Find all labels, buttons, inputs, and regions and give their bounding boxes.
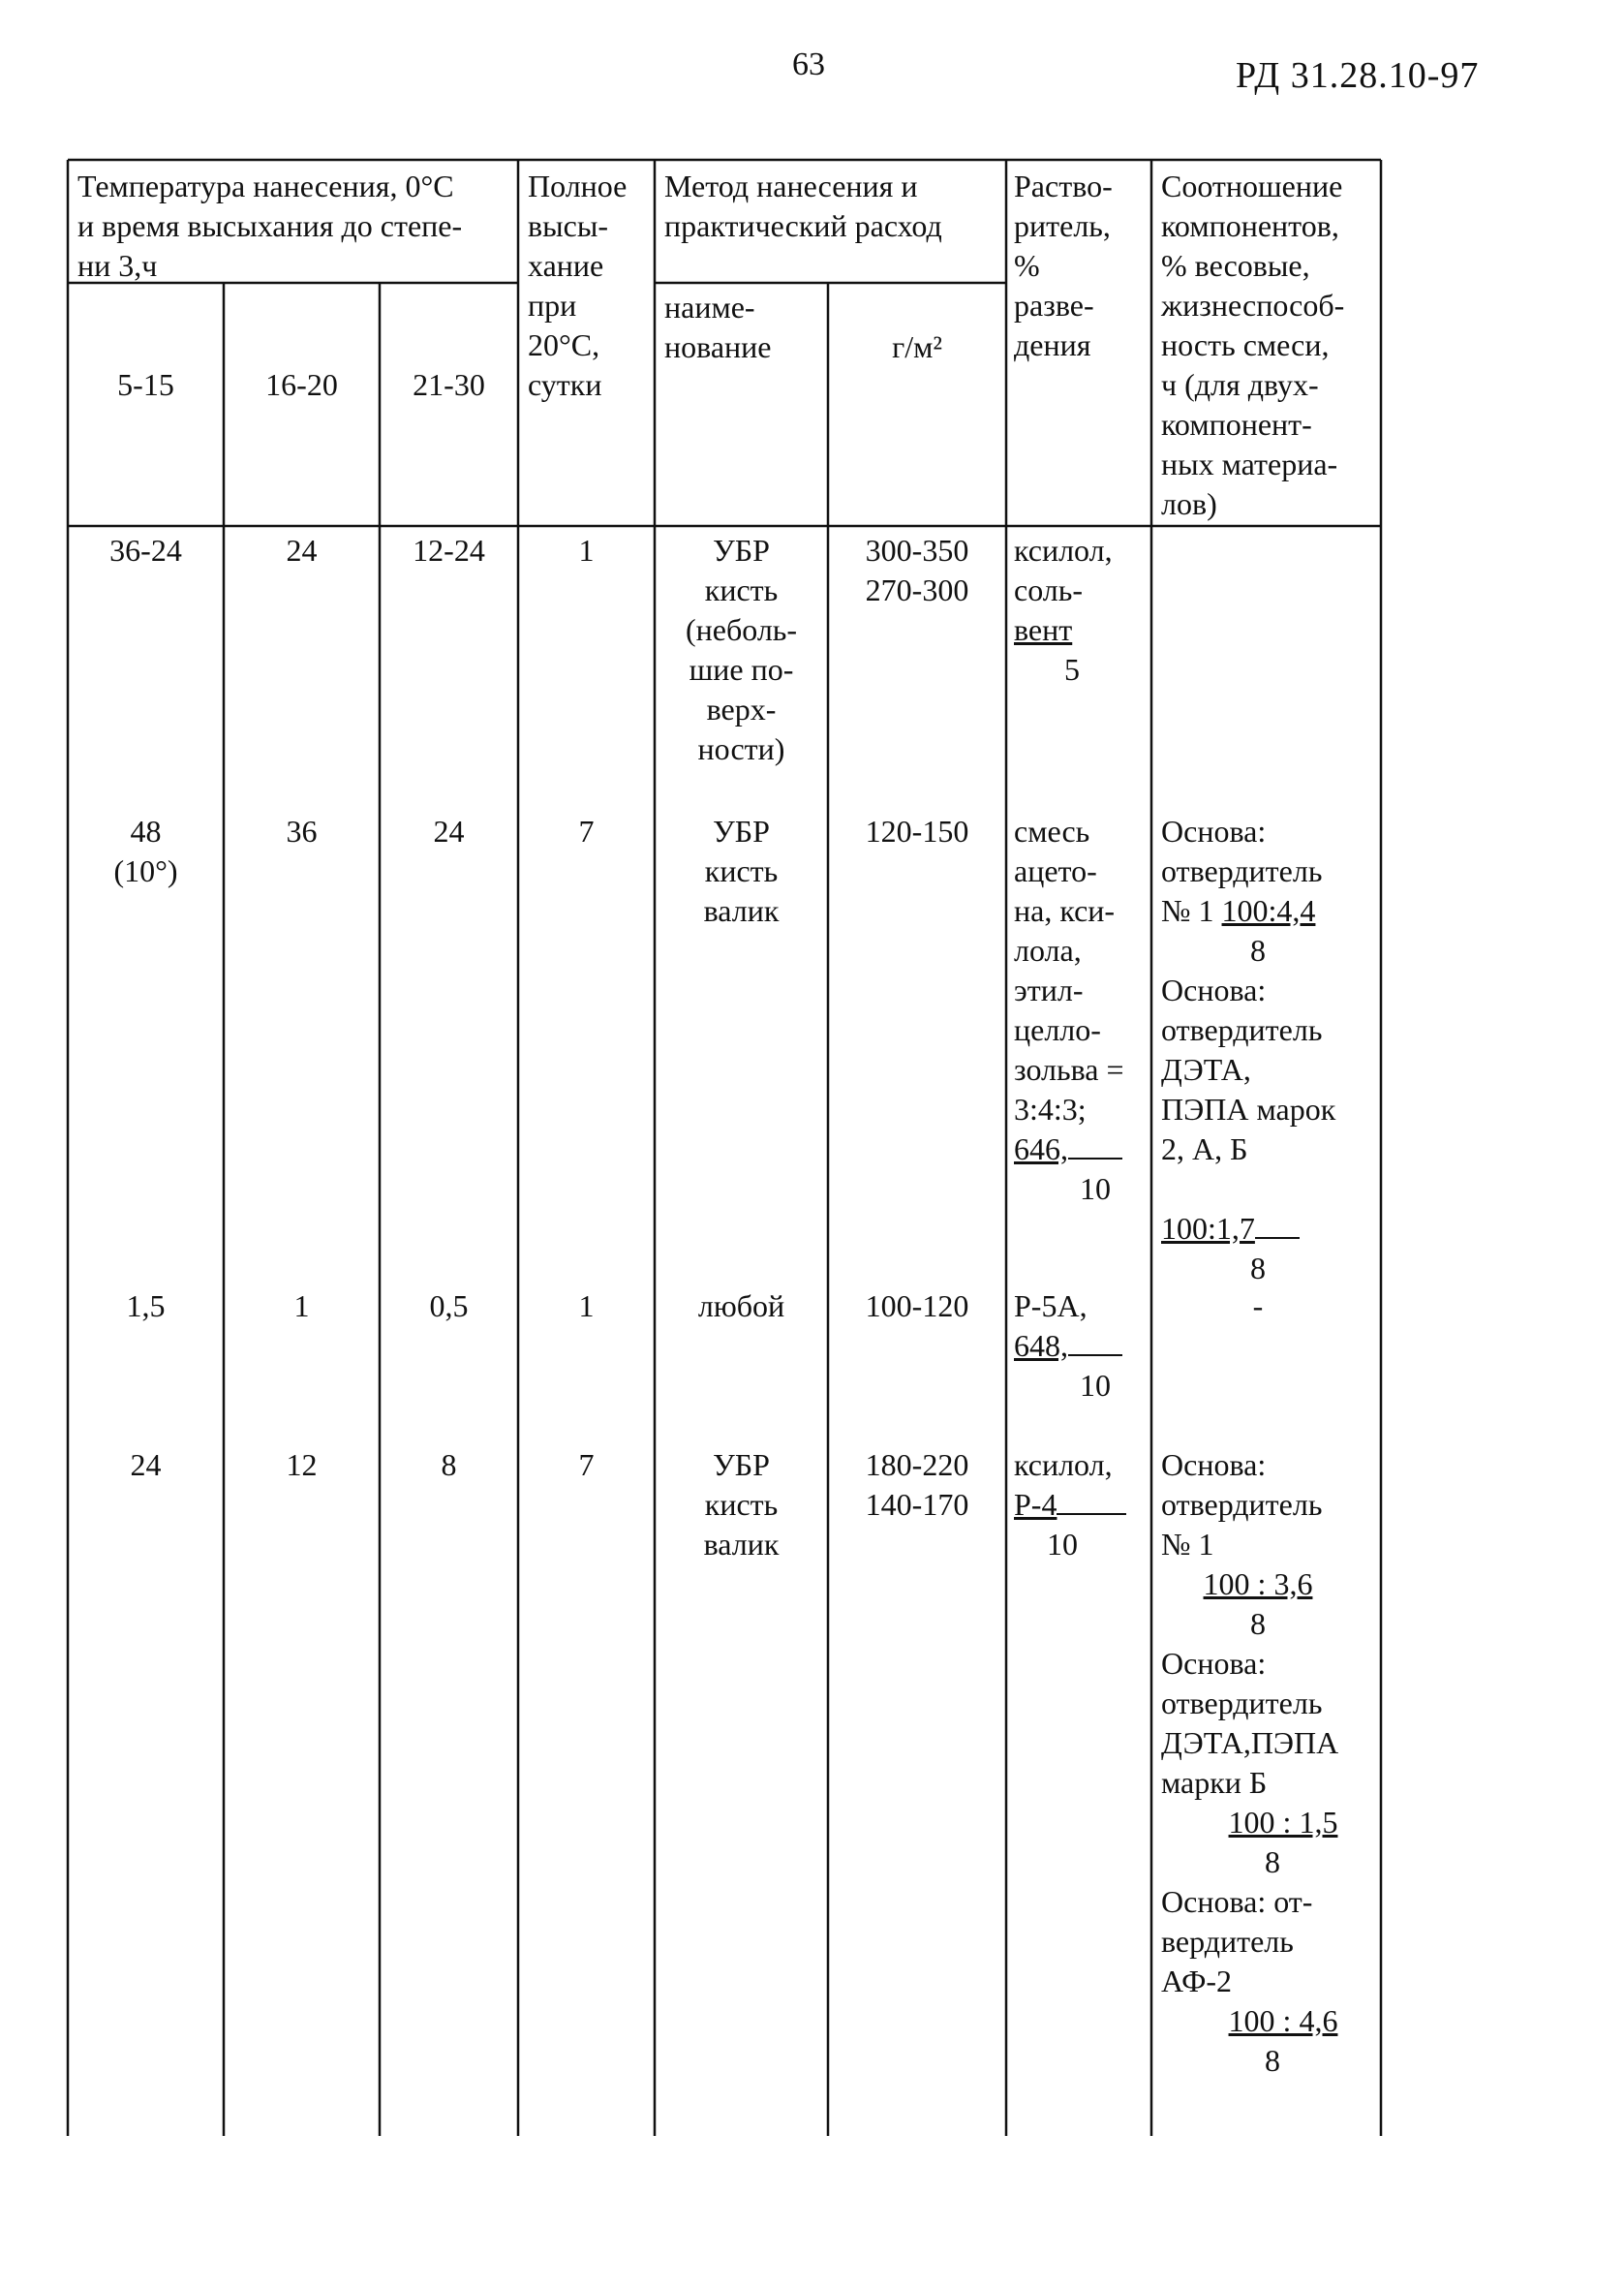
row3-solvent-brand bbox=[1014, 1326, 1149, 1366]
row2-ratio-1-label: Основа: отвердитель № 1 bbox=[1161, 814, 1323, 928]
row3-method: любой bbox=[697, 1288, 785, 1323]
header-method-name: наиме- нование bbox=[664, 290, 772, 364]
row2-temp-21-30: 24 bbox=[433, 814, 465, 849]
row2-ratio-2-text: Основа: отвердитель ДЭТА, ПЭПА марок 2, А, Б bbox=[1161, 973, 1336, 1166]
row3-rate: 100-120 bbox=[865, 1288, 969, 1323]
row1-solvent-percent: 5 bbox=[1064, 652, 1080, 687]
header-temperature-group: Температура нанесения, 0°С и время высыхания до степе- ни 3,ч bbox=[77, 169, 463, 283]
row2-ratio-1-value: 100:4,4 bbox=[1221, 893, 1316, 928]
row4-solvent-percent: 10 bbox=[1047, 1527, 1078, 1562]
row1-temp-16-20: 24 bbox=[286, 533, 318, 568]
page-number: 63 bbox=[792, 46, 825, 82]
row2-ratio-2-life: 8 bbox=[1250, 1251, 1266, 1285]
row2-solvent: смесь ацето- на, кси- лола, этил- целло- зольва = 3:4:3; bbox=[1014, 814, 1124, 1127]
header-temp-21-30: 21-30 bbox=[413, 367, 485, 402]
row2-ratio-1-life: 8 bbox=[1250, 933, 1266, 968]
row4-temp-16-20: 12 bbox=[286, 1447, 318, 1482]
row4-ratio-3-value: 100 : 4,6 bbox=[1228, 2003, 1338, 2038]
row4-ratio-2-text: Основа: отвердитель ДЭТА,ПЭПА марки Б bbox=[1161, 1646, 1339, 1800]
header-method-group: Метод нанесения и практический расход bbox=[664, 169, 942, 243]
row3-full-drying: 1 bbox=[578, 1288, 595, 1323]
row4-method: УБР кисть валик bbox=[703, 1447, 780, 1562]
row2-ratio-2-value-wrap bbox=[1161, 1209, 1379, 1249]
row3-ratio-dash: - bbox=[1252, 1288, 1264, 1323]
row2-temp-16-20: 36 bbox=[286, 814, 318, 849]
header-method-rate: г/м² bbox=[892, 329, 942, 364]
header-solvent: Раство- ритель, % разве- дения bbox=[1014, 169, 1113, 362]
row1-solvent: ксилол, соль- bbox=[1014, 533, 1113, 607]
row1-rate: 300-350 270-300 bbox=[865, 533, 969, 607]
row2-ratio-1-text bbox=[1161, 812, 1379, 931]
row4-ratio-3-life: 8 bbox=[1265, 2043, 1280, 2078]
row1-temp-21-30: 12-24 bbox=[413, 533, 485, 568]
header-temp-5-15: 5-15 bbox=[117, 367, 174, 402]
row3-temp-5-15: 1,5 bbox=[126, 1288, 166, 1323]
row4-ratio-3-text: Основа: от- вердитель АФ-2 bbox=[1161, 1884, 1313, 1998]
row2-full-drying: 7 bbox=[578, 814, 595, 849]
row3-temp-21-30: 0,5 bbox=[429, 1288, 469, 1323]
row1-method: УБР кисть (неболь- шие по- верх- ности) bbox=[685, 533, 798, 766]
row3-solvent-percent: 10 bbox=[1080, 1368, 1111, 1403]
row1-temp-5-15: 36-24 bbox=[109, 533, 182, 568]
row2-solvent-percent: 10 bbox=[1080, 1171, 1111, 1206]
header-full-drying: Полное высы- хание при 20°С, сутки bbox=[528, 169, 628, 402]
row1-solvent-brand: вент bbox=[1014, 612, 1073, 647]
row2-temp-5-15: 48 (10°) bbox=[113, 814, 178, 888]
row2-solvent-brand bbox=[1014, 1129, 1149, 1169]
row2-method: УБР кисть валик bbox=[703, 814, 780, 928]
row4-ratio-1-life: 8 bbox=[1250, 1606, 1266, 1641]
row4-solvent-brand bbox=[1014, 1485, 1149, 1525]
row4-temp-21-30: 8 bbox=[441, 1447, 457, 1482]
row2-solvent-brand-text: 646, bbox=[1014, 1131, 1068, 1166]
header-ratio: Соотношение компонентов, % весовые, жизнеспособ- ность смеси, ч (для двух- компонент- ных материа- лов) bbox=[1161, 169, 1345, 521]
row3-solvent-brand-text: 648, bbox=[1014, 1328, 1068, 1363]
header-temp-16-20: 16-20 bbox=[265, 367, 338, 402]
row4-full-drying: 7 bbox=[578, 1447, 595, 1482]
row3-temp-16-20: 1 bbox=[293, 1288, 310, 1323]
row2-rate: 120-150 bbox=[865, 814, 969, 849]
row4-ratio-2-value: 100 : 1,5 bbox=[1228, 1805, 1338, 1840]
row4-ratio-1-text: Основа: отвердитель № 1 bbox=[1161, 1447, 1323, 1562]
row2-ratio-2-value: 100:1,7 bbox=[1161, 1211, 1255, 1246]
row4-ratio-1-value: 100 : 3,6 bbox=[1203, 1566, 1313, 1601]
row4-solvent: ксилол, bbox=[1014, 1447, 1113, 1482]
row1-full-drying: 1 bbox=[578, 533, 595, 568]
row4-solvent-brand-text: Р-4 bbox=[1014, 1487, 1057, 1522]
row4-rate: 180-220 140-170 bbox=[865, 1447, 969, 1522]
document-code: РД 31.28.10-97 bbox=[1236, 55, 1480, 96]
row4-ratio-2-life: 8 bbox=[1265, 1844, 1280, 1879]
row3-solvent: Р-5А, bbox=[1014, 1288, 1088, 1323]
row4-temp-5-15: 24 bbox=[130, 1447, 162, 1482]
